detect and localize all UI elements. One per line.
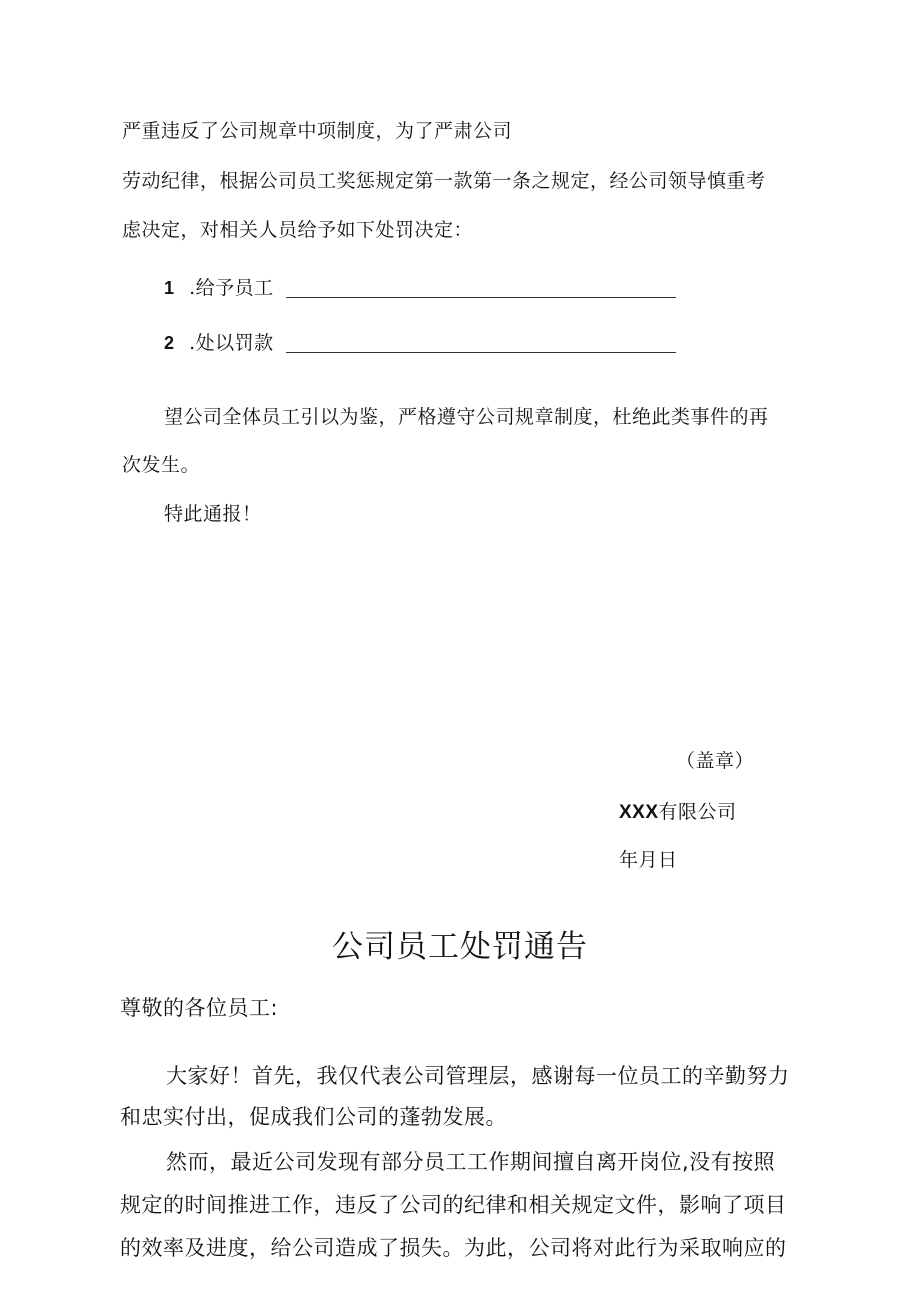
- paragraph-line: 劳动纪律，根据公司员工奖惩规定第一款第一条之规定，经公司领导慎重考: [122, 170, 766, 192]
- paragraph-line: 然而，最近公司发现有部分员工工作期间擅自离开岗位,没有按照: [166, 1150, 776, 1174]
- salutation: 尊敬的各位员工:: [120, 996, 279, 1020]
- item-label: .给予员工: [189, 277, 274, 299]
- company-name: [619, 803, 737, 822]
- company-prefix: XXX: [619, 802, 659, 823]
- paragraph-line: 大家好！首先，我仅代表公司管理层，感谢每一位员工的辛勤努力: [166, 1064, 790, 1088]
- item-number: 2: [164, 333, 175, 353]
- penalty-item-2: [164, 332, 676, 353]
- paragraph-line: 严重违反了公司规章中项制度，为了严肃公司: [122, 120, 513, 142]
- paragraph-line: 虑决定，对相关人员给予如下处罚决定：: [122, 219, 474, 241]
- paragraph-line: 的效率及进度，给公司造成了损失。为此，公司将对此行为采取响应的: [120, 1236, 787, 1260]
- fill-in-blank: [286, 332, 676, 353]
- paragraph-line: 次发生。: [122, 454, 201, 476]
- page-title: 公司员工处罚通告: [332, 929, 588, 965]
- seal-label: （盖章）: [676, 750, 755, 772]
- paragraph-line: 和忠实付出，促成我们公司的蓬勃发展。: [120, 1105, 507, 1129]
- fill-in-blank: [286, 277, 676, 298]
- date-line: 年月日: [619, 849, 678, 871]
- company-suffix: 有限公司: [658, 801, 737, 823]
- paragraph-line: 望公司全体员工引以为鉴，严格遵守公司规章制度，杜绝此类事件的再: [164, 406, 769, 428]
- item-label: .处以罚款: [189, 332, 274, 354]
- item-number: 1: [164, 278, 175, 298]
- closing-line: 特此通报！: [164, 503, 262, 525]
- penalty-item-1: [164, 277, 676, 298]
- paragraph-line: 规定的时间推进工作，违反了公司的纪律和相关规定文件，影响了项目: [120, 1193, 787, 1217]
